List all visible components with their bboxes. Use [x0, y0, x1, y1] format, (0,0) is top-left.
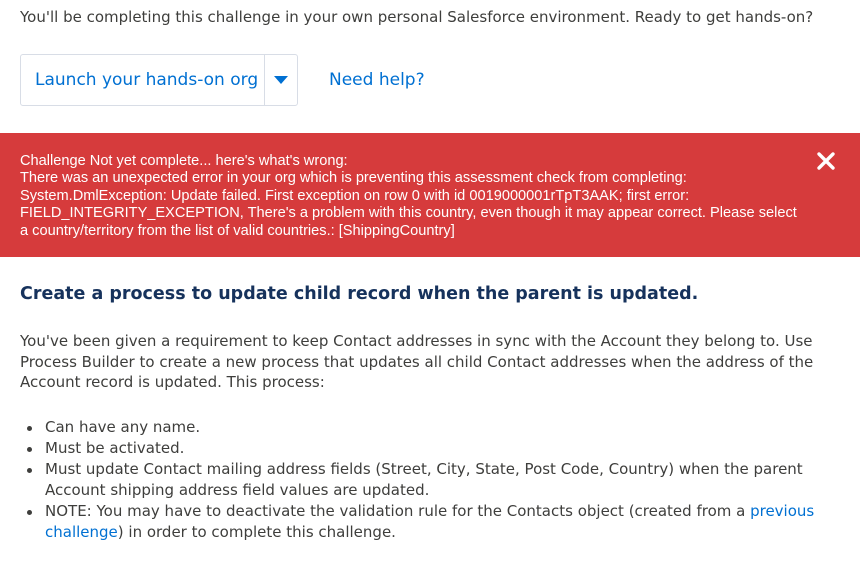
- requirements-list: [20, 417, 814, 543]
- description-line: Process Builder to create a new process that updates all child Contact addresses when the address of the: [20, 352, 814, 371]
- error-line: Challenge Not yet complete... here's what's wrong:: [20, 153, 348, 169]
- launch-org-dropdown-button[interactable]: [264, 55, 297, 105]
- error-line: There was an unexpected error in your org which is preventing this assessment check from completing:: [20, 170, 687, 187]
- note-text: NOTE: You may have to deactivate the validation rule for the Contacts object (created from a: [45, 502, 751, 520]
- list-item: [20, 438, 814, 459]
- description-line: Account record is updated. This process:: [20, 373, 325, 391]
- need-help-link[interactable]: Need help?: [329, 70, 425, 90]
- error-line: System.DmlException: Update failed. First exception on row 0 with id 0019000001rTpT3AAK; first error:: [20, 187, 690, 204]
- list-item-note: [20, 501, 814, 543]
- description-line: You've been given a requirement to keep Contact addresses in sync with the Account they belong to. Use: [20, 332, 813, 350]
- error-line: FIELD_INTEGRITY_EXCEPTION, There's a problem with this country, even though it may appear correct. Please select: [20, 205, 797, 222]
- caret-down-icon: [274, 76, 288, 85]
- note-text: ) in order to complete this challenge.: [117, 523, 396, 541]
- list-item-text: Must update Contact mailing address fields (Street, City, State, Post Code, Country) when the parent: [45, 460, 803, 478]
- launch-org-button[interactable]: Launch your hands-on org: [35, 70, 259, 90]
- previous-challenge-link[interactable]: previous: [750, 502, 815, 520]
- challenge-title: Create a process to update child record when the parent is updated.: [20, 284, 699, 304]
- close-error-button[interactable]: [816, 151, 836, 171]
- list-item: [20, 417, 814, 438]
- list-item-text: Can have any name.: [45, 418, 201, 436]
- launch-org-button-group: [20, 54, 298, 106]
- list-item-text: Must be activated.: [45, 439, 185, 457]
- error-banner: [0, 133, 860, 257]
- previous-challenge-link[interactable]: challenge: [45, 523, 118, 541]
- challenge-description: [20, 331, 820, 393]
- list-item: [20, 459, 814, 501]
- intro-text: You'll be completing this challenge in your own personal Salesforce environment. Ready to get hands-on?: [20, 8, 814, 26]
- close-icon: [816, 151, 836, 171]
- list-item-text: Account shipping address field values are updated.: [45, 481, 430, 499]
- error-line: a country/territory from the list of valid countries.: [ShippingCountry]: [20, 222, 455, 239]
